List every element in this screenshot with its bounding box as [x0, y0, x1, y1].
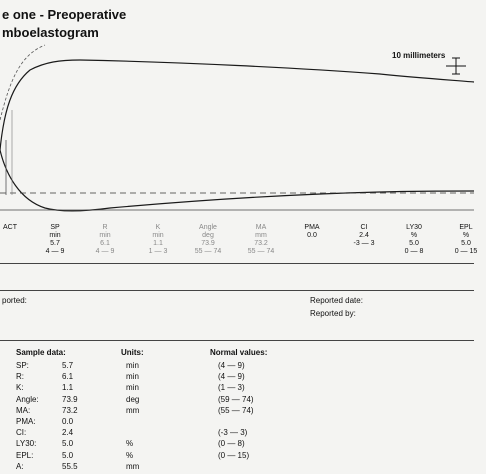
param-value: 73.2	[254, 240, 268, 247]
reported-by-label: Reported by:	[310, 309, 356, 318]
sample-value: 1.1	[62, 383, 74, 393]
normal-values-header: Normal values:	[210, 348, 268, 357]
param-range: 55 — 74	[247, 248, 275, 255]
sample-row	[0, 406, 474, 417]
param-value: 1.1	[153, 240, 163, 247]
param-unit: mm	[255, 232, 267, 239]
param-value: 0.0	[307, 232, 317, 239]
sample-value: 5.0	[62, 439, 74, 449]
param-value: 5.0	[409, 240, 419, 247]
param-name: LY30	[406, 224, 422, 231]
sample-row	[0, 361, 474, 372]
sample-unit: %	[126, 450, 134, 460]
sample-name: LY30:	[16, 439, 37, 449]
param-cell-epl	[446, 224, 486, 256]
param-cell-pma	[292, 224, 332, 240]
param-cell-ci	[344, 224, 384, 248]
param-cell-act	[0, 224, 30, 232]
param-value: 5.7	[50, 240, 60, 247]
param-unit: deg	[202, 232, 214, 239]
param-range: 4 — 9	[45, 248, 65, 255]
param-cell-ly30	[394, 224, 434, 256]
param-name: K	[155, 224, 161, 231]
sample-value: 2.4	[62, 428, 74, 438]
sample-name: A:	[16, 461, 24, 471]
param-name: MA	[255, 224, 267, 231]
sample-unit: min	[126, 372, 139, 382]
trace-lower	[0, 150, 474, 211]
param-range: 1 — 3	[148, 248, 168, 255]
param-unit: %	[462, 232, 470, 239]
sample-value: 73.2	[62, 405, 78, 415]
sample-value: 55.5	[62, 461, 78, 471]
param-cell-angle	[188, 224, 228, 256]
sample-row	[0, 417, 474, 428]
sample-unit: min	[126, 361, 139, 370]
divider-3	[0, 340, 474, 341]
param-range: -3 — 3	[353, 240, 375, 247]
param-unit: min	[152, 232, 164, 239]
sample-normal: (0 — 15)	[218, 450, 250, 460]
sample-name: CI:	[16, 428, 27, 438]
sample-data-header: Sample data:	[16, 348, 66, 357]
thromboelastogram-tracing	[0, 0, 474, 230]
param-value: 6.1	[100, 240, 110, 247]
param-name: ACT	[3, 224, 17, 231]
trace-upper	[0, 60, 474, 150]
sample-name: PMA:	[16, 417, 36, 426]
param-cell-sp	[35, 224, 75, 256]
param-value: 2.4	[359, 232, 369, 239]
sample-row	[0, 451, 474, 462]
param-name: Angle	[199, 224, 217, 231]
sample-name: MA:	[16, 405, 31, 415]
param-name: SP	[50, 224, 60, 231]
param-unit: min	[99, 232, 111, 239]
sample-normal: (55 — 74)	[218, 405, 254, 415]
divider-2	[0, 290, 474, 291]
sample-name: R:	[16, 372, 24, 382]
sample-row	[0, 395, 474, 406]
sample-name: Angle:	[16, 394, 39, 404]
sample-unit: mm	[126, 461, 140, 471]
sample-value: 73.9	[62, 394, 78, 404]
param-range: 55 — 74	[194, 248, 222, 255]
reported-date-label: Reported date:	[310, 296, 363, 305]
report-title-line1: e one - Preoperative	[2, 7, 127, 22]
sample-normal: (0 — 8)	[218, 439, 245, 449]
report-title-line2: mboelastogram	[2, 25, 99, 40]
sample-value: 6.1	[62, 372, 74, 382]
reported-label: ported:	[2, 296, 27, 305]
param-name: PMA	[304, 224, 320, 231]
sample-row	[0, 462, 474, 473]
sample-value: 5.0	[62, 450, 74, 460]
sample-normal: (1 — 3)	[218, 383, 245, 393]
sample-unit: mm	[126, 405, 140, 415]
sample-value: 0.0	[62, 417, 74, 426]
sample-normal: (4 — 9)	[218, 372, 245, 382]
param-name: EPL	[459, 224, 473, 231]
param-name: CI	[360, 224, 368, 231]
sample-row	[0, 383, 474, 394]
sample-unit: deg	[126, 394, 140, 404]
param-unit: %	[410, 232, 418, 239]
sample-normal: (-3 — 3)	[218, 428, 248, 438]
sample-value: 5.7	[62, 361, 74, 370]
param-value: 73.9	[201, 240, 215, 247]
param-range: 4 — 9	[95, 248, 115, 255]
sample-name: K:	[16, 383, 24, 393]
sample-name: EPL:	[16, 450, 34, 460]
param-cell-ma	[241, 224, 281, 256]
divider	[0, 263, 474, 264]
sample-name: SP:	[16, 361, 29, 370]
units-header: Units:	[121, 348, 144, 357]
sample-normal: (59 — 74)	[218, 394, 254, 404]
scale-marker-icon	[446, 58, 466, 74]
param-cell-r	[85, 224, 125, 256]
sample-row	[0, 439, 474, 450]
sample-header-row	[0, 348, 474, 359]
param-range: 0 — 15	[454, 248, 478, 255]
param-range: 0 — 8	[404, 248, 424, 255]
param-unit: min	[49, 232, 61, 239]
sample-normal: (4 — 9)	[218, 361, 245, 370]
sample-unit: %	[126, 439, 134, 449]
param-cell-k	[138, 224, 178, 256]
param-name: R	[102, 224, 108, 231]
sample-unit: min	[126, 383, 139, 393]
param-value: 5.0	[461, 240, 471, 247]
sample-row	[0, 428, 474, 439]
sample-row	[0, 372, 474, 383]
parameter-table	[0, 220, 478, 260]
scale-label: 10 millimeters	[392, 51, 446, 60]
